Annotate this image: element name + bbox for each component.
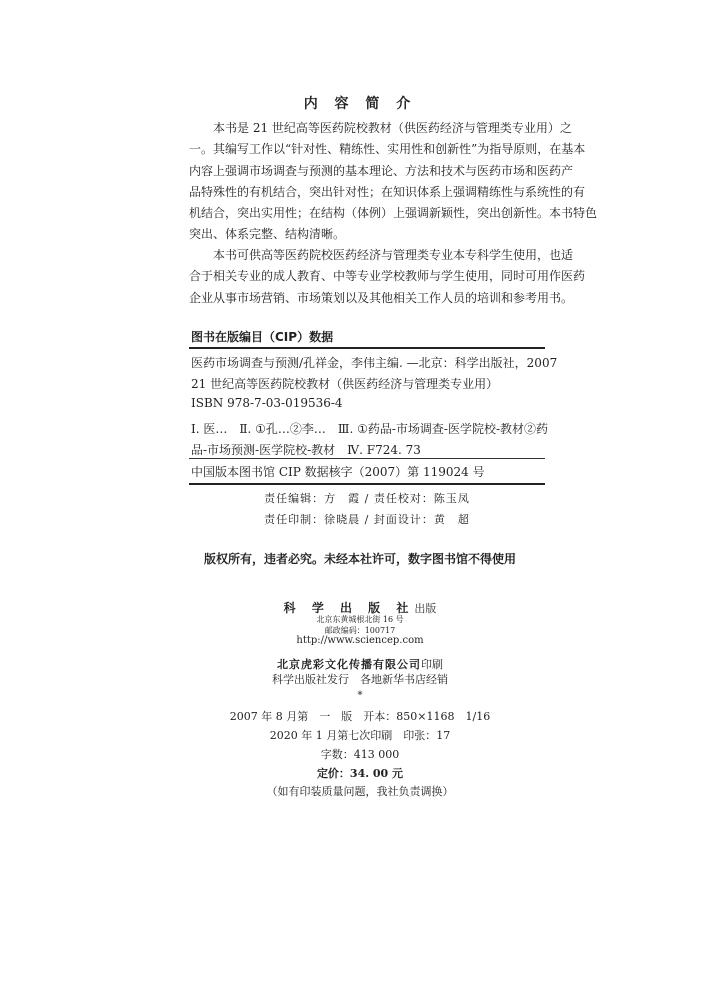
summary-line: 突出、体系完整、结构清晰。 [189, 227, 346, 242]
first-edition: 2007 年 8 月第 一 版 [229, 710, 353, 723]
copyright-notice: 版权所有，违者必究。未经本社许可，数字图书馆不得使用 [203, 552, 516, 566]
cip-header: 图书在版编目（CIP）数据 [191, 330, 334, 344]
summary-line: 企业从事市场营销、市场策划以及其他相关工作人员的培训和参考用书。 [189, 290, 574, 305]
credits-production: 责任印制：徐晓晨 / 封面设计：黄 超 [264, 513, 470, 526]
word-count: 字数：413 000 [320, 748, 400, 761]
publisher-address: 北京东黄城根北街 16 号 [316, 615, 404, 624]
quality-note: （如有印装质量问题，我社负责调换） [266, 785, 454, 798]
printer-suffix: 印刷 [421, 658, 443, 671]
publisher-url: http://www.sciencep.com [296, 635, 424, 646]
credits-editors: 责任编辑：方 霞 / 责任校对：陈玉凤 [264, 492, 470, 505]
summary-line: 品特殊性的有机结合，突出针对性；在知识体系上强调精练性与系统性的有 [189, 184, 586, 199]
reprint-line [0, 727, 720, 743]
cip-top-rule [189, 347, 545, 349]
publisher-name: 科 学 出 版 社 [283, 601, 415, 615]
summary-line: 一。其编写工作以“针对性、精练性、实用性和创新性”为指导原则，在基本 [189, 142, 586, 157]
summary-line: 合于相关专业的成人教育、中等专业学校教师与学生使用，同时可用作医药 [189, 269, 586, 284]
printer-line [0, 653, 720, 672]
printer-name: 北京虎彩文化传播有限公司 [277, 658, 421, 671]
cip-isbn: ISBN 978-7-03-019536-4 [191, 396, 343, 410]
cip-classification-line: Ⅰ. 医… Ⅱ. ①孔…②李… Ⅲ. ①药品-市场调查-医学院校-教材②药 [191, 422, 549, 436]
summary-line: 本书可供高等医药院校医药经济与管理类专业本专科学生使用，也适 [189, 248, 574, 262]
price: 定价：34. 00 元 [316, 767, 404, 780]
cip-series-line: 21 世纪高等医药院校教材（供医药经济与管理类专业用） [191, 377, 499, 391]
cip-middle-rule [189, 458, 545, 459]
summary-line: 本书是 21 世纪高等医药院校教材（供医药经济与管理类专业用）之 [189, 121, 572, 135]
separator-asterisk: * [357, 690, 363, 701]
publisher-postcode: 邮政编码：100717 [324, 626, 396, 635]
cip-bottom-rule [189, 483, 545, 485]
summary-line: 内容上强调市场调查与预测的基本理论、方法和技术与医药市场和医药产 [189, 163, 574, 178]
publisher-suffix: 出版 [414, 602, 437, 615]
edition-line [0, 708, 720, 724]
summary-paragraph-1 [189, 118, 598, 246]
cip-classification-line: 品-市场预测-医学院校-教材 Ⅳ. F724. 73 [191, 443, 421, 457]
cip-record-number: 中国版本图书馆 CIP 数据核字（2007）第 119024 号 [191, 465, 485, 479]
print-sheets: 印张：17 [403, 729, 451, 742]
cip-title-line: 医药市场调查与预测/孔祥金，李伟主编. —北京：科学出版社，2007 [191, 356, 558, 370]
summary-title: 内 容 简 介 [303, 96, 417, 112]
distribution-line: 科学出版社发行 各地新华书店经销 [272, 673, 448, 686]
summary-line: 机结合，突出实用性；在结构（体例）上强调新颖性，突出创新性。本书特色 [189, 206, 598, 221]
format: 开本：850×1168 1/16 [363, 710, 491, 723]
summary-paragraph-2 [189, 245, 586, 309]
reprint: 2020 年 1 月第七次印刷 [269, 729, 393, 742]
